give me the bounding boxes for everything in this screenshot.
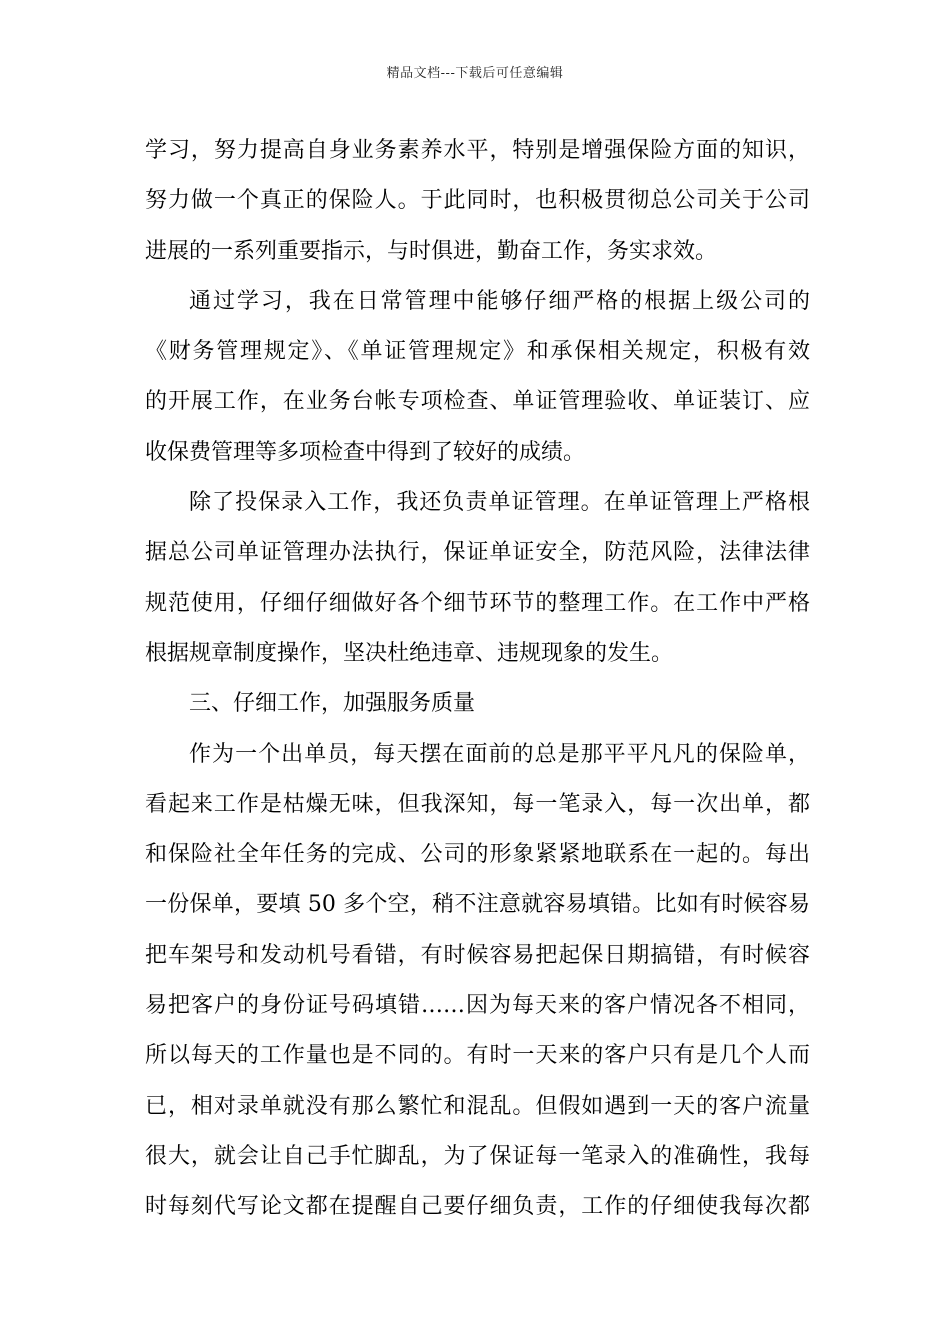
text-line: 规范使用，仔细仔细做好各个细节环节的整理工作。在工作中严格 <box>145 590 810 616</box>
text-line: 作为一个出单员，每天摆在面前的总是那平平凡凡的保险单， <box>189 741 810 767</box>
text-line: 努力做一个真正的保险人。于此同时，也积极贯彻总公司关于公司 <box>145 188 810 214</box>
text-line: 据总公司单证管理办法执行，保证单证安全，防范风险，法律法律 <box>145 540 810 566</box>
text-line: 很大，就会让自己手忙脚乱，为了保证每一笔录入的准确性，我每 <box>145 1143 810 1169</box>
text-line: 三、仔细工作，加强服务质量 <box>189 691 476 717</box>
text-line: 除了投保录入工作，我还负责单证管理。在单证管理上严格根 <box>189 490 810 516</box>
text-line: 时每刻代写论文都在提醒自己要仔细负责，工作的仔细使我每次都 <box>145 1194 810 1220</box>
document-body <box>145 126 810 1233</box>
text-line: 看起来工作是枯燥无味，但我深知，每一笔录入，每一次出单，都 <box>145 791 810 817</box>
text-line: 收保费管理等多项检查中得到了较好的成绩。 <box>145 439 586 465</box>
text-line: 易把客户的身份证号码填错……因为每天来的客户情况各不相同， <box>145 993 810 1019</box>
text-line: 《财务管理规定》、《单证管理规定》和承保相关规定，积极有效 <box>145 339 810 365</box>
text-line: 进展的一系列重要指示，与时俱进，勤奋工作，务实求效。 <box>145 238 718 264</box>
text-line: 所以每天的工作量也是不同的。有时一天来的客户只有是几个人而 <box>145 1043 810 1069</box>
text-line: 把车架号和发动机号看错，有时候容易把起保日期搞错，有时候容 <box>145 942 810 968</box>
text-line: 根据规章制度操作，坚决杜绝违章、违规现象的发生。 <box>145 640 674 666</box>
text-line: 一份保单，要填 50 多个空，稍不注意就容易填错。比如有时候容易 <box>145 892 810 918</box>
text-line: 通过学习，我在日常管理中能够仔细严格的根据上级公司的 <box>189 288 810 314</box>
text-line: 和保险社全年任务的完成、公司的形象紧紧地联系在一起的。每出 <box>145 842 810 868</box>
page-header: 精品文档---下载后可任意编辑 <box>386 66 564 81</box>
text-line: 学习，努力提高自身业务素养水平，特别是增强保险方面的知识， <box>145 138 810 163</box>
text-line: 已，相对录单就没有那么繁忙和混乱。但假如遇到一天的客户流量 <box>145 1093 810 1119</box>
text-line: 的开展工作，在业务台帐专项检查、单证管理验收、单证装订、应 <box>145 389 810 415</box>
